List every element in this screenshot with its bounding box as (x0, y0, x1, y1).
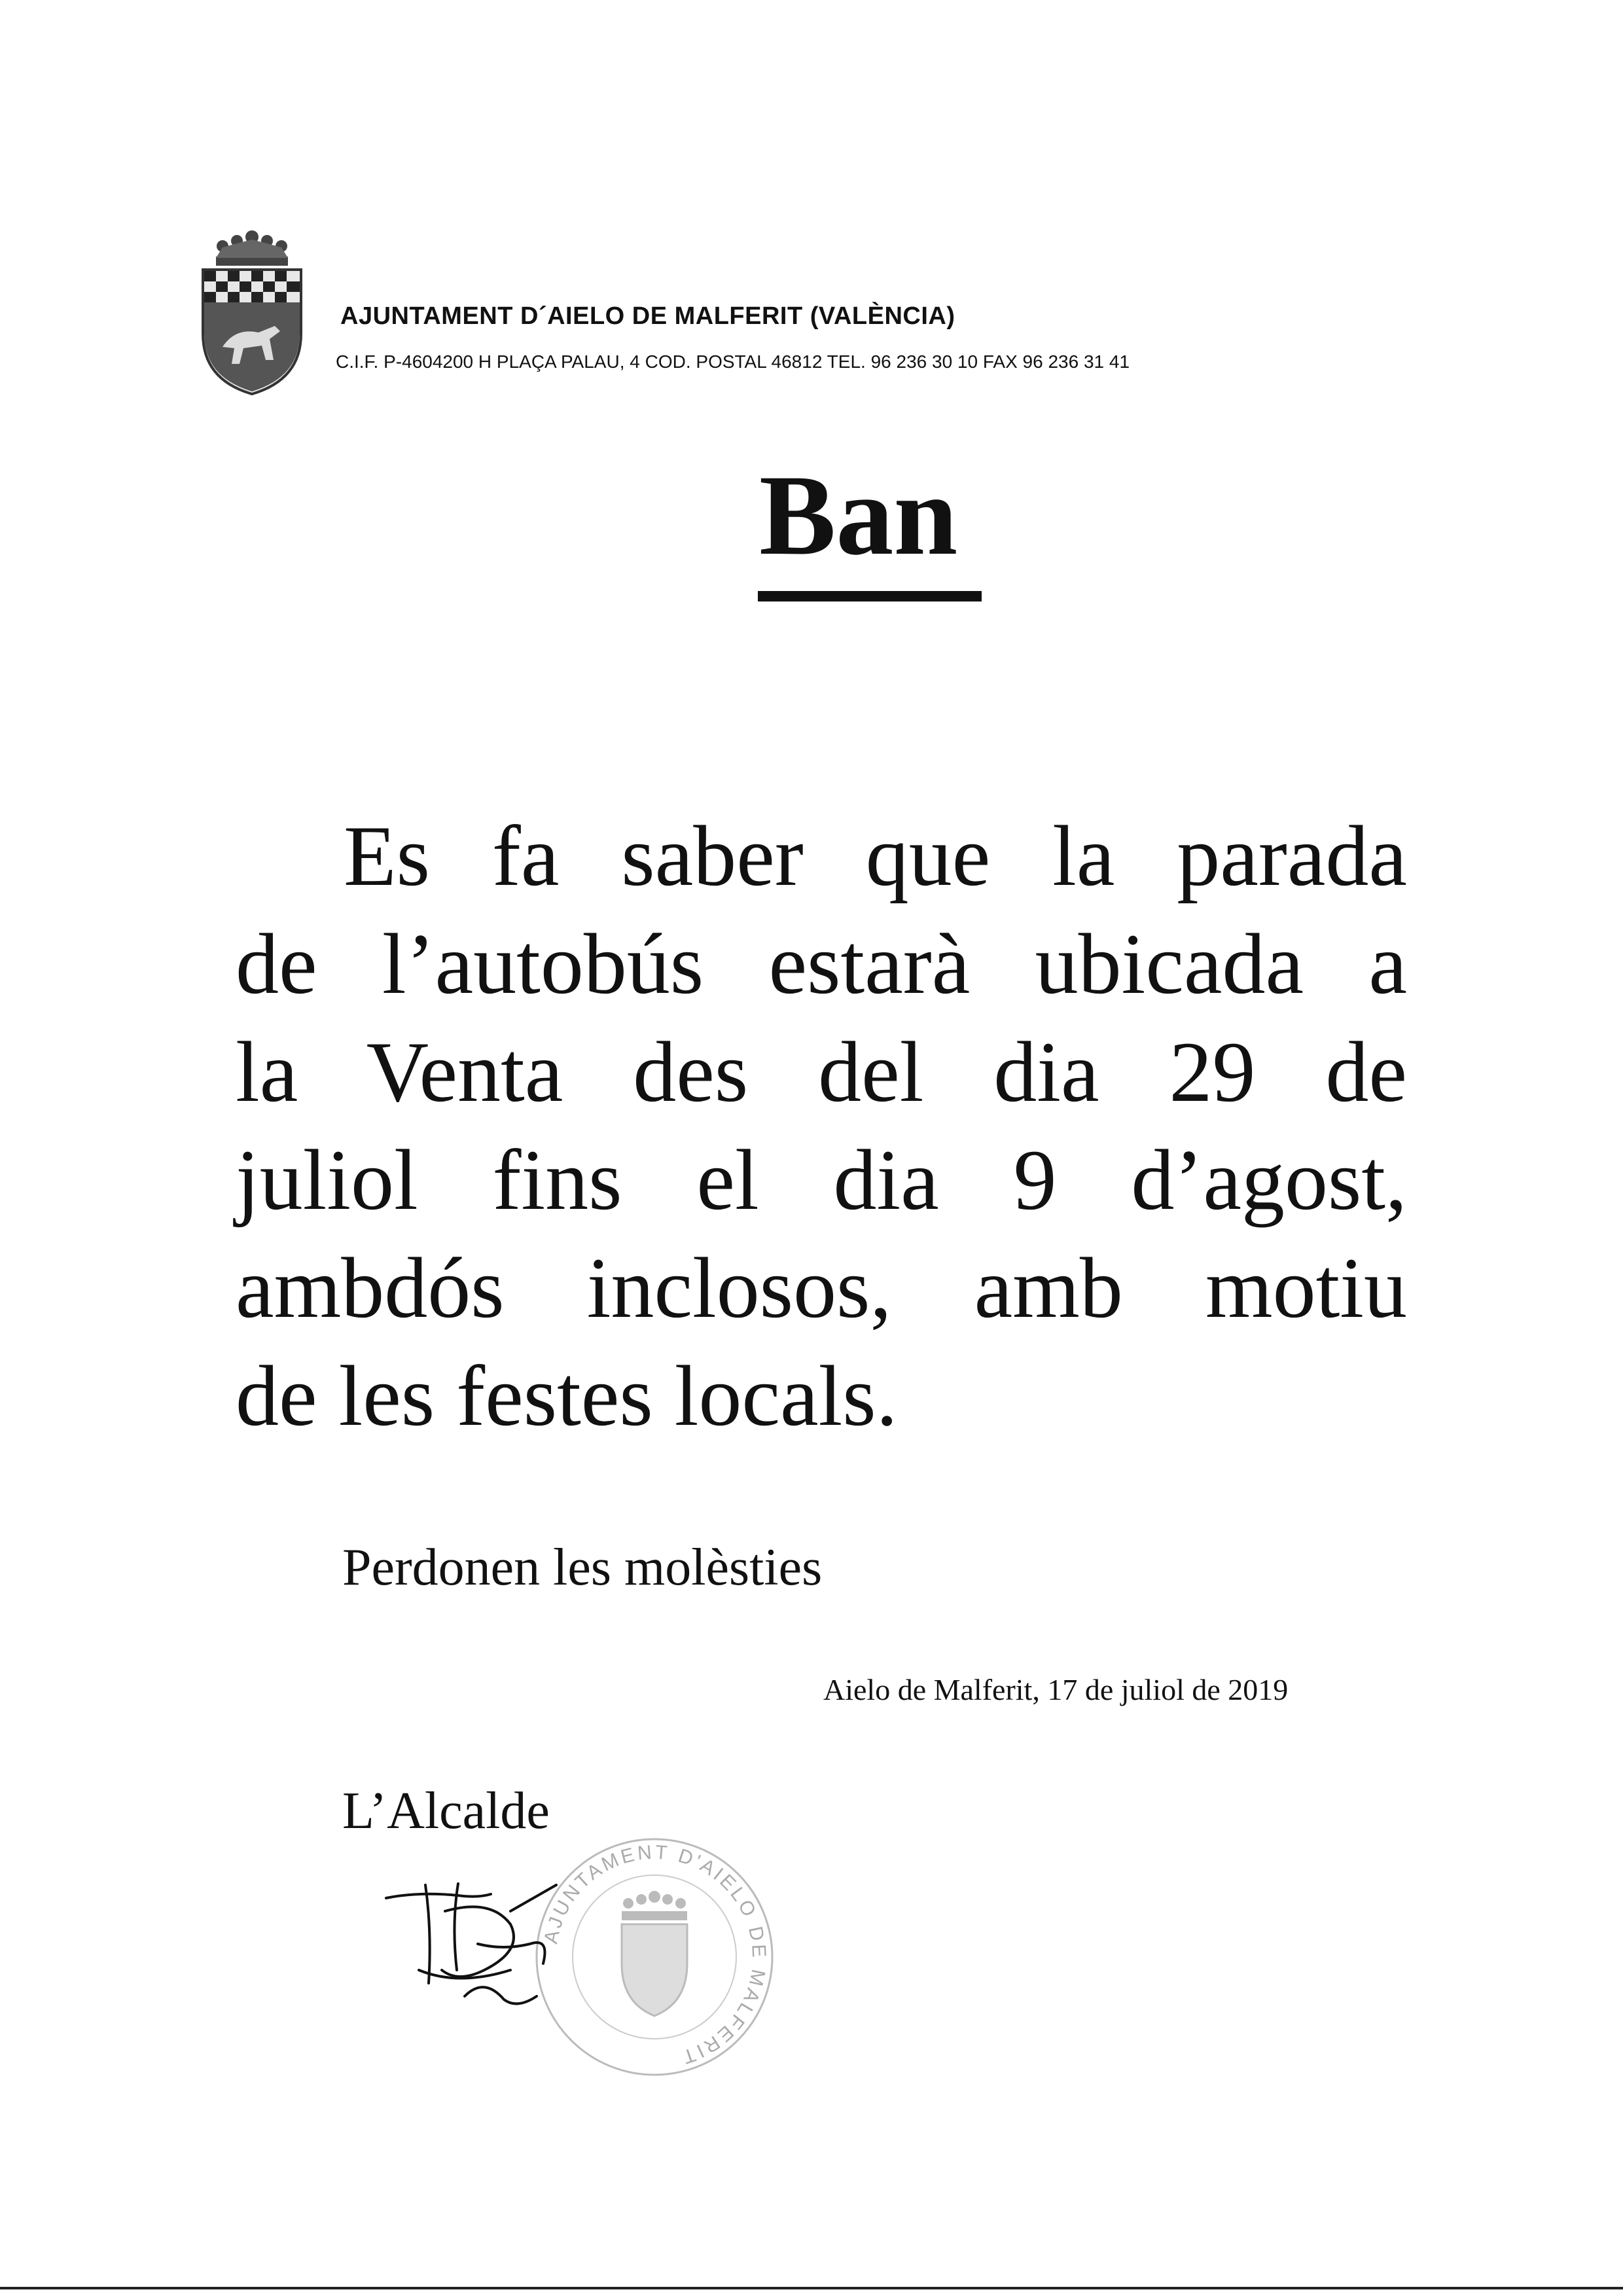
organization-contact: C.I.F. P-4604200 H PLAÇA PALAU, 4 COD. POSTAL 46812 TEL. 96 236 30 10 FAX 96 236 31 41 (336, 351, 1130, 372)
coat-of-arms-icon (196, 229, 308, 399)
notice-body (236, 802, 1407, 1450)
signatory-title: L’Alcalde (342, 1782, 550, 1840)
notice-body-line: de les festes locals. (236, 1348, 898, 1444)
notice-body-line: ambdós inclosos, amb motiu (236, 1240, 1407, 1336)
organization-name: AJUNTAMENT D´AIELO DE MALFERIT (VALÈNCIA) (340, 302, 955, 330)
notice-body-line: la Venta des del dia 29 de (236, 1024, 1407, 1120)
seal-text: AJUNTAMENT D'AIELO DE MALFERIT (540, 1841, 770, 2069)
title-underline (758, 591, 982, 601)
notice-title: Ban (759, 452, 958, 579)
handwritten-signature-icon (380, 1872, 589, 2016)
apology-text: Perdonen les molèsties (342, 1539, 823, 1596)
notice-body-line: Es fa saber que la parada (344, 808, 1407, 904)
dateline: Aielo de Malferit, 17 de juliol de 2019 (823, 1673, 1289, 1706)
notice-body-line: de l’autobús estarà ubicada a (236, 916, 1407, 1012)
bottom-border (0, 2287, 1623, 2289)
notice-body-line: juliol fins el dia 9 d’agost, (236, 1132, 1407, 1228)
